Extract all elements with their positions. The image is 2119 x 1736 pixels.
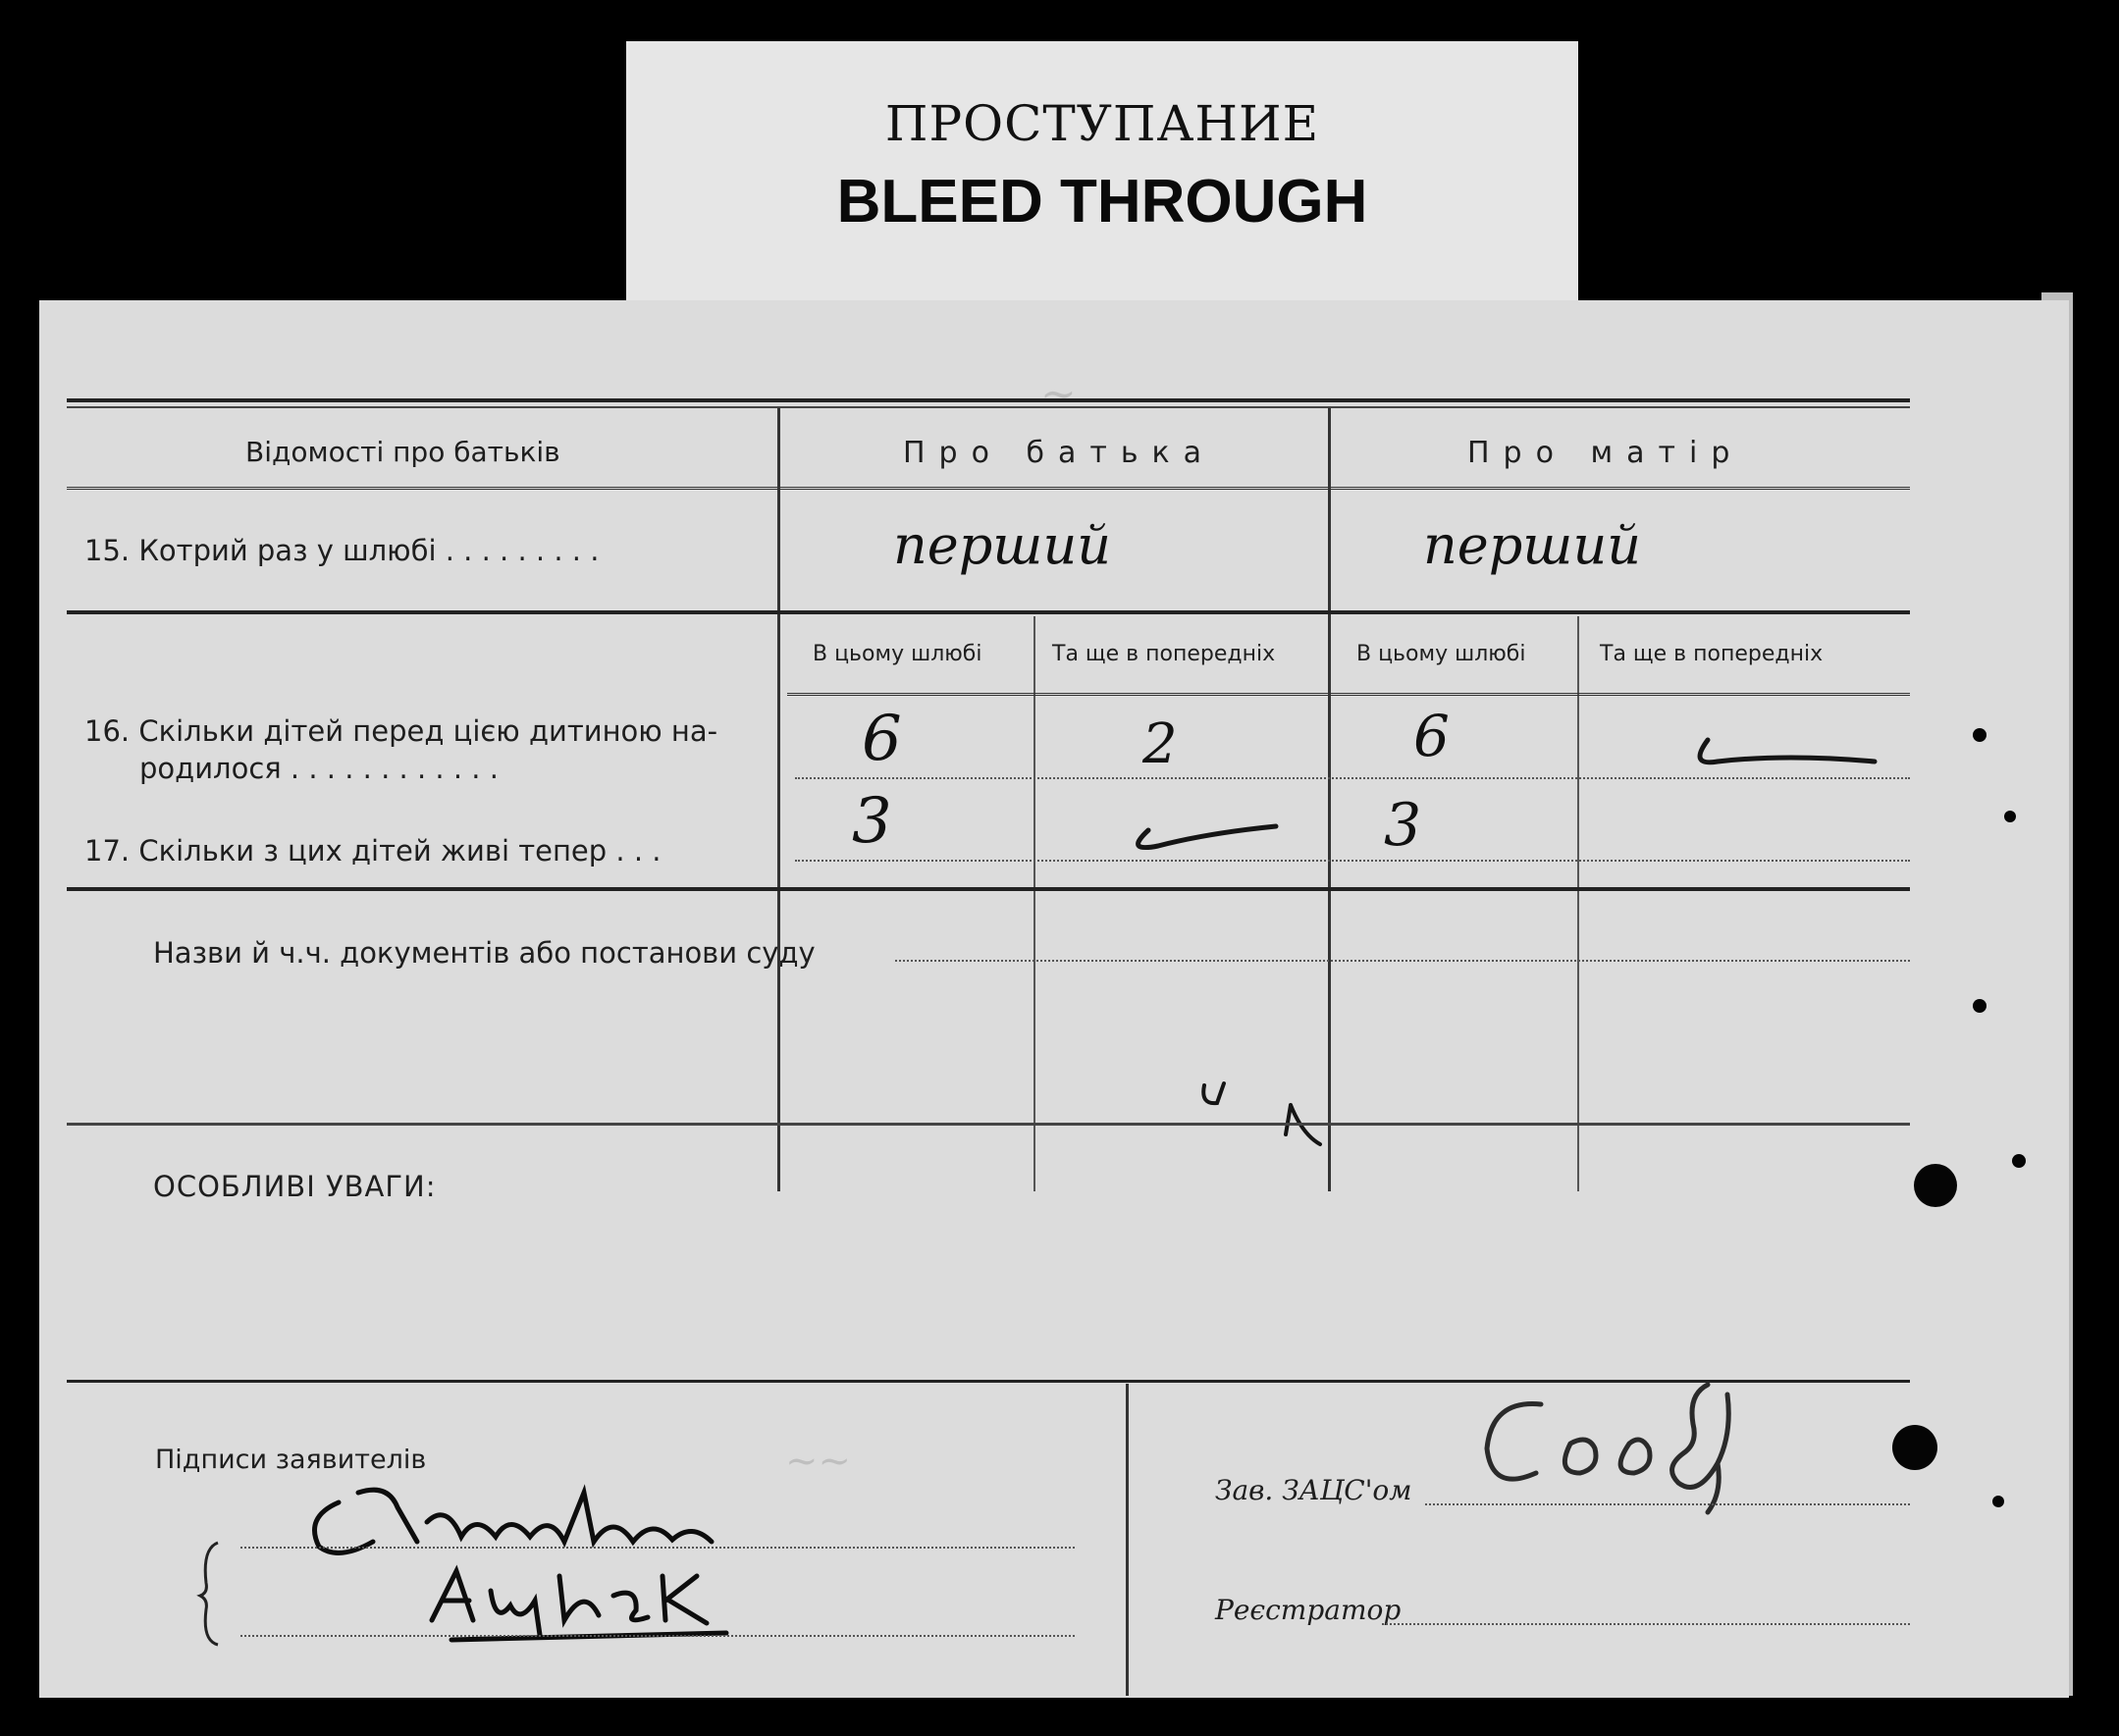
row16-dotted-baseline bbox=[795, 777, 1910, 779]
col-divider-father-sub bbox=[1033, 616, 1035, 1191]
registry-head-label: Зав. ЗАЦС'ом bbox=[1215, 1474, 1412, 1506]
stray-handwritten-mark bbox=[1192, 1076, 1330, 1164]
punch-hole-upper bbox=[1914, 1164, 1957, 1207]
label-russian: ПРОСТУПАНИЕ bbox=[884, 95, 1320, 152]
row15-label: 15. Котрий раз у шлюбі . . . . . . . . . bbox=[84, 534, 600, 567]
header-bottom-rule bbox=[67, 487, 1910, 493]
row15-bottom-rule bbox=[67, 610, 1910, 614]
row16-mother-this-handwritten: 6 bbox=[1413, 703, 1450, 769]
documents-bottom-rule bbox=[67, 1123, 1910, 1126]
registrar-dotted-line bbox=[1382, 1623, 1910, 1625]
top-rule-thin bbox=[67, 406, 1910, 408]
sub-father-previous: Та ще в попередніх bbox=[1052, 642, 1276, 666]
registry-head-dotted-line bbox=[1425, 1503, 1910, 1505]
row17-dotted-baseline bbox=[795, 860, 1910, 862]
col-divider-mother-sub bbox=[1577, 616, 1579, 1191]
documents-label: Назви й ч.ч. документів або постанови суду bbox=[153, 936, 816, 970]
col-divider-father-mother bbox=[1328, 408, 1331, 1191]
sub-mother-previous: Та ще в попередніх bbox=[1600, 642, 1824, 666]
small-hole bbox=[1973, 728, 1987, 742]
sub-mother-this: В цьому шлюбі bbox=[1356, 642, 1526, 666]
registration-form-page bbox=[39, 300, 2069, 1698]
applicant-signature-line-1 bbox=[240, 1547, 1075, 1549]
row16-mother-prev-dash-mark bbox=[1688, 732, 1884, 781]
bleed-ghost-mark: ~~ bbox=[785, 1439, 852, 1484]
small-hole bbox=[2004, 811, 2016, 822]
row17-father-this-handwritten: 3 bbox=[852, 785, 892, 858]
row16-label-line2: родилося . . . . . . . . . . . . bbox=[139, 752, 499, 785]
col-divider-labels bbox=[777, 408, 780, 1191]
header-mother: Про матір bbox=[1467, 436, 1744, 470]
signature-brace bbox=[196, 1539, 226, 1647]
applicant-signature-line-2 bbox=[240, 1635, 1075, 1637]
applicants-signature-label: Підписи заявителів bbox=[155, 1445, 427, 1475]
bleed-ghost-mark: ~ bbox=[1040, 369, 1077, 419]
sub-father-this: В цьому шлюбі bbox=[813, 642, 982, 666]
row15-mother-handwritten: перший bbox=[1423, 514, 1642, 576]
signature-area-divider bbox=[1126, 1384, 1129, 1696]
documents-dotted-line bbox=[895, 960, 1910, 962]
row16-father-prev-handwritten: 2 bbox=[1142, 712, 1178, 776]
row16-father-this-handwritten: 6 bbox=[862, 703, 902, 775]
row16-label-line1: 16. Скільки дітей перед цією дитиною на- bbox=[84, 714, 718, 748]
small-hole bbox=[1992, 1496, 2004, 1507]
row17-label: 17. Скільки з цих дітей живі тепер . . . bbox=[84, 834, 662, 868]
small-hole bbox=[2012, 1154, 2026, 1168]
registrar-label: Реєстратор bbox=[1215, 1594, 1402, 1626]
applicant-signature-2 bbox=[412, 1556, 746, 1645]
registry-head-signature bbox=[1472, 1375, 1767, 1517]
bleed-through-label-card bbox=[626, 41, 1578, 311]
remarks-label: ОСОБЛИВІ УВАГИ: bbox=[153, 1170, 437, 1203]
punch-hole-lower bbox=[1892, 1425, 1937, 1470]
row15-father-handwritten: перший bbox=[893, 514, 1112, 576]
row17-mother-this-handwritten: 3 bbox=[1384, 791, 1422, 860]
table-bottom-rule bbox=[67, 887, 1910, 891]
label-english: BLEED THROUGH bbox=[836, 168, 1368, 236]
top-rule bbox=[67, 398, 1910, 402]
small-hole bbox=[1973, 999, 1987, 1013]
subheader-bottom-rule bbox=[787, 693, 1910, 699]
header-father: Про батька bbox=[903, 436, 1216, 470]
row17-father-prev-dash-mark bbox=[1119, 809, 1286, 858]
applicant-signature-1 bbox=[299, 1463, 731, 1571]
header-parents-info: Відомості про батьків bbox=[245, 436, 560, 468]
